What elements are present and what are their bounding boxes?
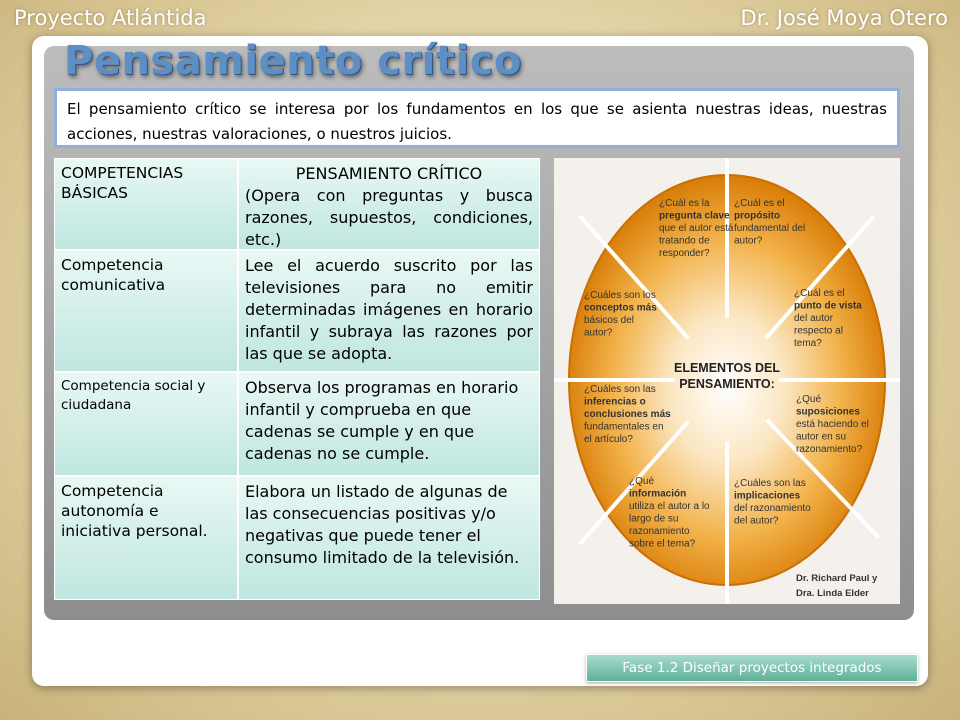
wheel-segment-6-line-1: ¿Qué [629,476,655,487]
table-header-competences: COMPETENCIAS BÁSICAS [54,158,238,250]
wheel-segment-3-line-5: tema? [794,338,822,349]
wheel-segment-6-line-2: información [629,488,687,500]
wheel-center-line-1: ELEMENTOS DEL [673,361,781,375]
wheel-segment-8-line-4: autor? [584,327,613,339]
wheel-segment-7-line-1: ¿Cuáles son las [584,384,656,395]
wheel-svg [554,158,900,604]
wheel-segment-1-line-3: que el autor está [659,223,734,234]
critical-thinking-title: PENSAMIENTO CRÍTICO [295,164,483,183]
table-row-2-activity: Observa los programas en horario infantil y comprueba en que cadenas se cumple y en que cadenas no se cumple. [238,372,540,476]
table-row-1-competence: Competencia comunicativa [54,250,238,372]
table-header-critical-thinking [238,158,540,250]
credit-line-1: Dr. Richard Paul y [796,573,878,584]
wheel-segment-6-line-5: razonamiento [629,526,690,537]
table-row-3-competence: Competencia autonomía e iniciativa personal. [54,476,238,600]
wheel-segment-2-line-1: ¿Cuál es el [734,198,785,209]
wheel-center-line-2: PENSAMIENTO: [679,377,775,391]
wheel-segment-7-line-3: conclusiones más [584,409,671,420]
wheel-segment-3-line-2: punto de vista [794,300,862,312]
wheel-segment-5-line-3: del razonamiento [734,503,811,514]
wheel-segment-1-line-2: pregunta clave [659,210,730,222]
table-row-2-competence: Competencia social y ciudadana [54,372,238,476]
wheel-segment-8-line-2: conceptos más [584,302,657,314]
wheel-segment-5-line-1: ¿Cuáles son las [734,478,806,489]
wheel-segment-3-line-4: respecto al [794,325,843,337]
wheel-segment-6-line-4: largo de su [629,513,679,525]
wheel-segment-2-line-3: fundamental del [734,223,806,234]
table-row-3-activity: Elabora un listado de algunas de las consecuencias positivas y/o negativas que puede tener el consumo limitado de la televisión. [238,476,540,600]
wheel-segment-6-line-6: sobre el tema? [629,538,696,550]
wheel-segment-7-line-2: inferencias o [584,396,646,408]
wheel-segment-8-line-3: básicos del [584,315,635,326]
wheel-segment-1-line-4: tratando de [659,235,710,247]
wheel-segment-5-line-4: del autor? [734,515,779,527]
wheel-segment-3-line-3: del autor [794,313,833,324]
wheel-segment-1-line-1: ¿Cuál es la [659,198,710,209]
wheel-segment-1-line-5: responder? [659,248,710,259]
wheel-segment-4-line-3: está haciendo el [796,419,869,430]
intro-text: El pensamiento crítico se interesa por los fundamentos en los que se asienta nuestras ideas, nuestras acciones, nuestras valoraciones, o nuestros juicios. [54,88,900,148]
wheel-segment-4-line-4: autor en su [796,431,847,443]
wheel-segment-4-line-1: ¿Qué [796,394,822,405]
wheel-segment-4-line-2: suposiciones [796,406,860,418]
wheel-segment-5-line-2: implicaciones [734,490,801,502]
wheel-segment-4-line-5: razonamiento? [796,444,863,455]
phase-footer-button[interactable]: Fase 1.2 Diseñar proyectos integrados [586,654,918,682]
credit-line-2: Dra. Linda Elder [796,588,869,599]
wheel-segment-6-line-3: utiliza el autor a lo [629,501,710,512]
table-row-1-activity: Lee el acuerdo suscrito por las televisiones para no emitir determinadas imágenes en horario infantil y subraya las razones por las que se adopta. [238,250,540,372]
wheel-segment-2-line-4: autor? [734,235,763,247]
page-title: Pensamiento crítico [64,38,522,84]
wheel-segment-7-line-5: el artículo? [584,434,633,445]
wheel-segment-3-line-1: ¿Cuál es el [794,288,845,299]
header-author: Dr. José Moya Otero [740,6,948,30]
wheel-segment-7-line-4: fundamentales en [584,421,664,433]
wheel-segment-8-line-1: ¿Cuáles son los [584,290,656,301]
wheel-credit [796,571,877,601]
critical-thinking-subtitle: (Opera con preguntas y busca razones, supuestos, condiciones, etc.) [245,186,533,249]
header-project: Proyecto Atlántida [14,6,207,30]
thinking-elements-wheel [554,158,900,604]
wheel-segment-2-line-2: propósito [734,210,781,222]
